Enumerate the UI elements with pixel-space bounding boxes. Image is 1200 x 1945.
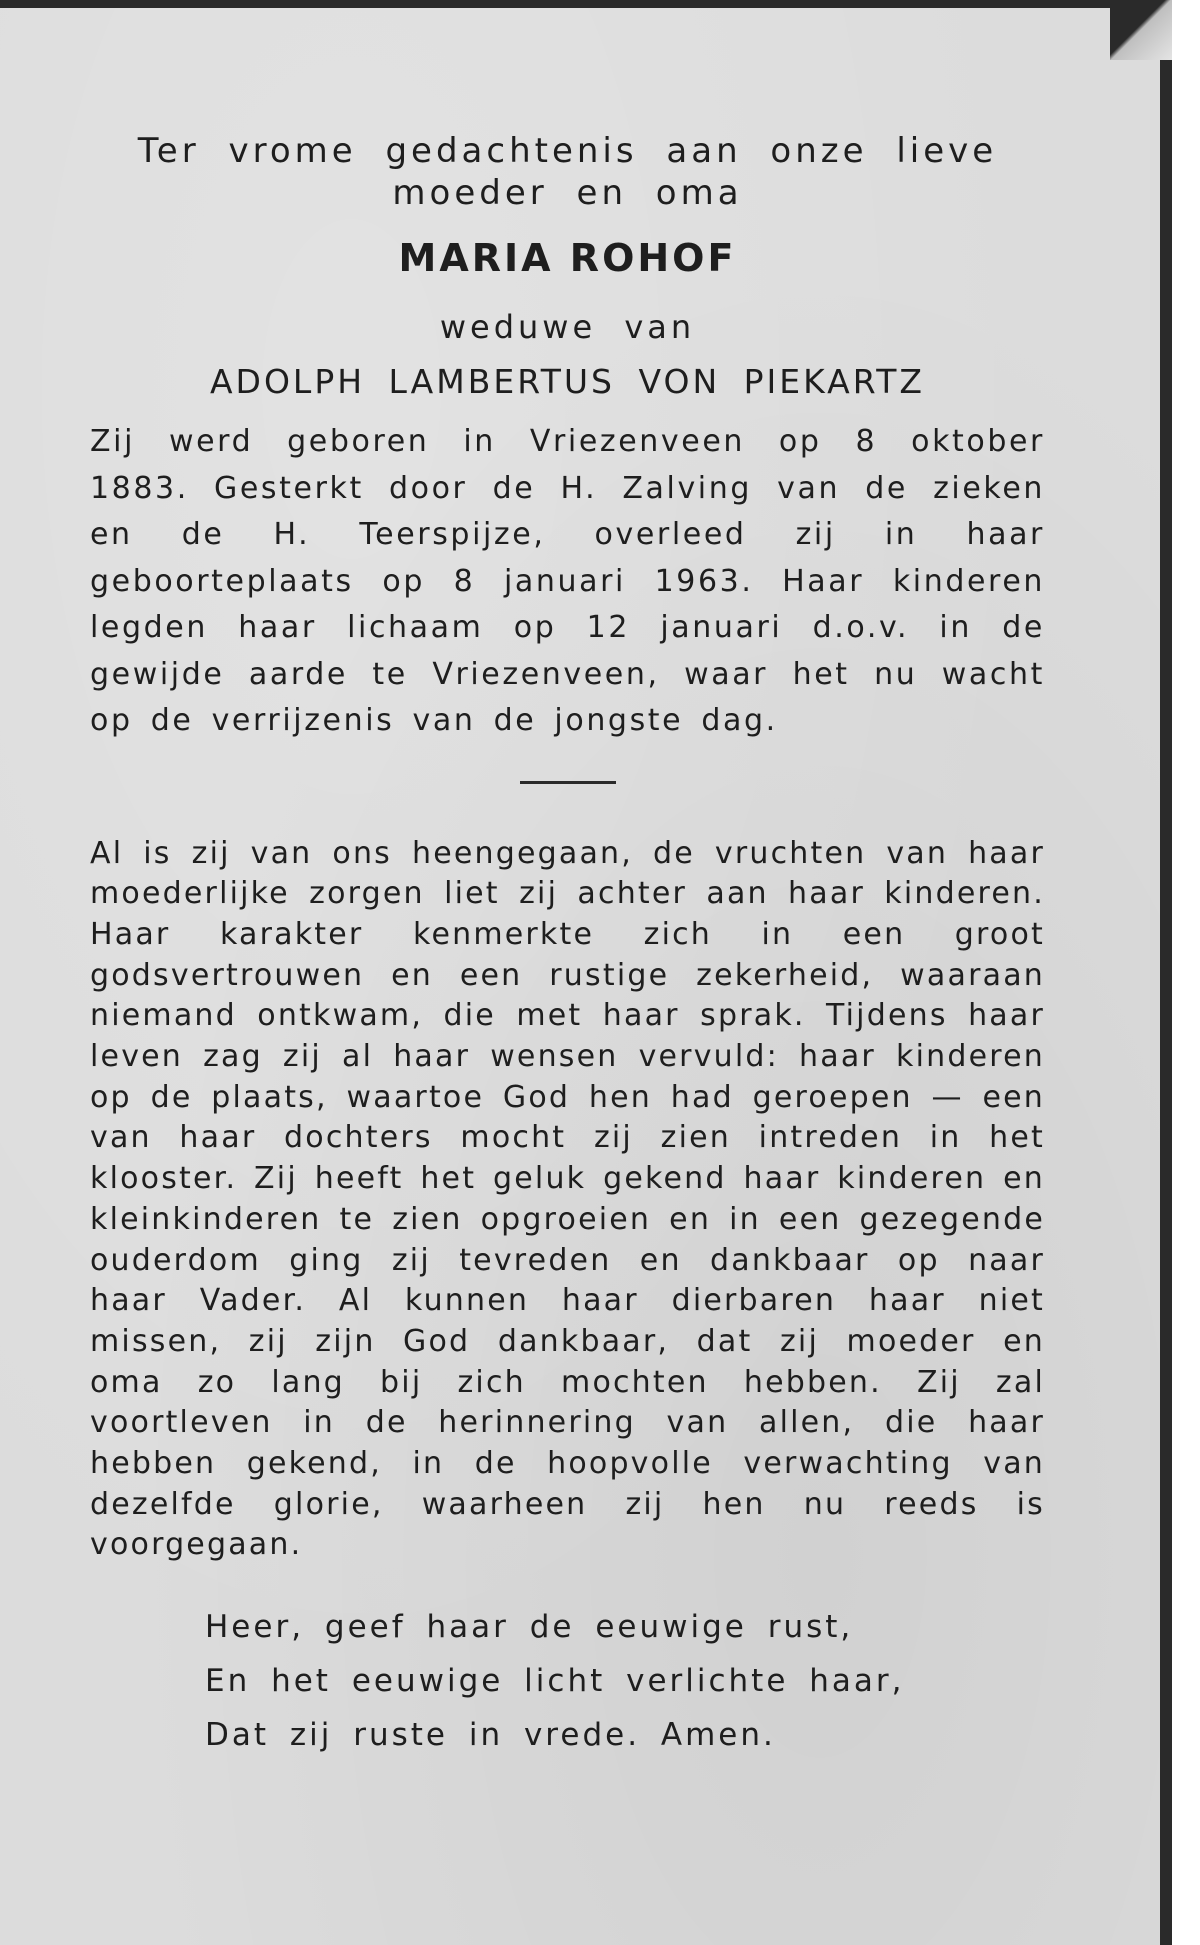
closing-prayer <box>205 1600 1045 1762</box>
husband-name: ADOLPH LAMBERTUS VON PIEKARTZ <box>209 362 926 401</box>
prayer-line: Dat zij ruste in vrede. Amen. <box>205 1717 776 1754</box>
tribute-paragraph: Al is zij van ons heengegaan, de vruchten van haar moederlijke zorgen liet zij achter aan haar kinderen. Haar karakter kenmerkte zich in een groot godsvertrouwen en een rustige zekerheid, waaraan niemand ontkwam, die met haar sprak. Tijdens haar leven zag zij al haar wensen vervuld: haar kinderen op de plaats, waartoe God hen had geroepen — een van haar dochters mocht zij zien intreden in het klooster. Zij heeft het geluk gekend haar kinderen en kleinkinderen te zien opgroeien en in een gezegende ouderdom ging zij tevreden en dankbaar op naar haar Vader. Al kunnen haar dierbaren haar niet missen, zij zijn God dankbaar, dat zij moeder en oma zo lang bij zich mochten hebben. Zij zal voortleven in de herinnering van allen, die haar hebben gekend, in de hoopvolle verwachting van dezelfde glorie, waarheen zij hen nu reeds is voorgegaan. <box>90 835 1045 1563</box>
widow-of-line: weduwe van <box>439 308 696 346</box>
folded-corner <box>1110 0 1172 60</box>
heading <box>90 130 1045 401</box>
deceased-name: MARIA ROHOF <box>398 236 737 280</box>
card-content <box>90 130 1045 1762</box>
biography-paragraph: Zij werd geboren in Vriezenveen op 8 oktober 1883. Gesterkt door de H. Zalving van de zieken en de H. Teerspijze, overleed zij in haar geboorteplaats op 8 januari 1963. Haar kinderen legden haar lichaam op 12 januari d.o.v. in de gewijde aarde te Vriezenveen, waar het nu wacht op de verrijzenis van de jongste dag. <box>90 424 1045 738</box>
intro-line: Ter vrome gedachtenis aan onze lieve moeder en oma <box>137 131 998 213</box>
card-top-edge <box>0 0 1120 8</box>
section-divider <box>520 781 616 784</box>
card-right-edge <box>1160 50 1172 1945</box>
prayer-line: Heer, geef haar de eeuwige rust, <box>205 1609 854 1646</box>
prayer-line: En het eeuwige licht verlichte haar, <box>205 1663 905 1700</box>
